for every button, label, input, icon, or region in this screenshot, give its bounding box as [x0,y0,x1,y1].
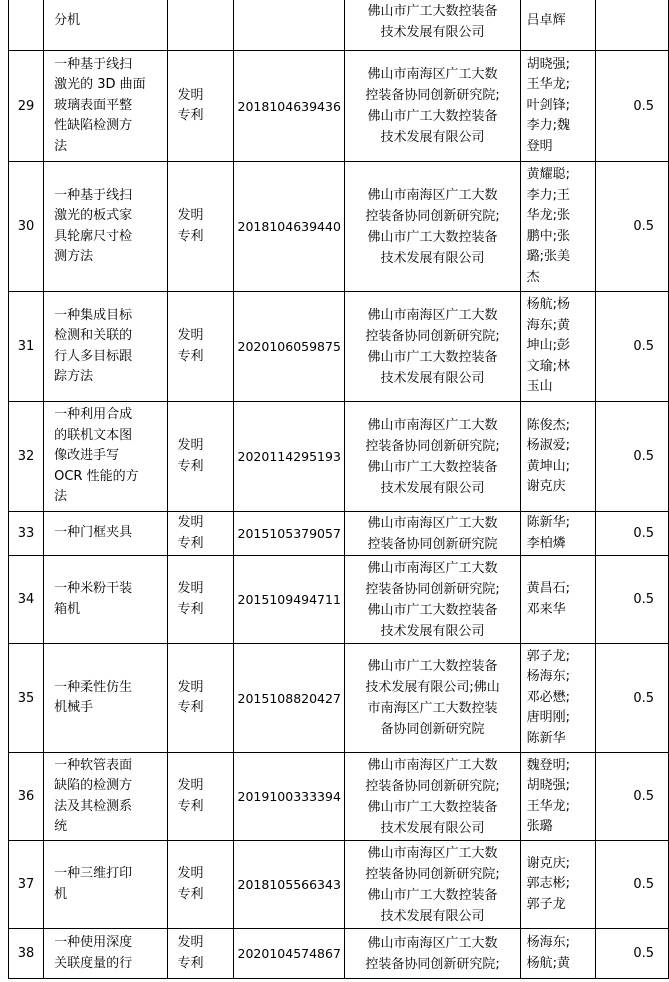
cell-line: 黄坤山; [526,458,571,474]
patent-number-cell: 2015108820427 [234,644,345,753]
patent-number-cell: 2015109494711 [234,556,345,644]
cell-line: 胡晓强; [526,56,571,72]
cell-line: 叶剑锋; [526,97,571,113]
patent-owners-cell [345,929,520,979]
patent-name-cell [44,929,167,979]
cell-line: 唐明刚; [526,710,571,726]
cell-line: 佛山市广工大数控装备 [367,349,498,365]
cell-line: 一种使用深度 [54,935,133,950]
patent-name-cell [44,512,167,556]
row-number-cell: 31 [9,292,44,402]
cell-line: 邓来华 [526,601,566,617]
share-ratio-cell: 0.5 [596,292,669,402]
share-ratio-cell: 0.5 [596,929,669,979]
cell-line: 发明 [177,935,204,950]
cell-line: 控装备协同创新研究院; [365,581,500,597]
cell-line: 控装备协同创新研究院 [367,536,498,552]
patent-type-cell [167,162,234,292]
inventors-cell [520,929,595,979]
inventors-cell [520,556,595,644]
patent-name-cell [44,162,167,292]
cell-line: 一种门框夹具 [54,525,133,541]
cell-line: 佛山市广工大数控装备 [367,659,498,674]
table-row [9,292,669,402]
cell-line: 一种集成目标 [54,307,133,323]
cell-line: 控装备协同创新研究院; [365,866,500,882]
cell-line: 专利 [177,108,204,123]
cell-line: 文瑜;林 [526,358,571,374]
share-ratio-cell [596,0,669,51]
cell-line: 陈新华; [526,515,571,530]
patent-number-cell: 2020106059875 [234,292,345,402]
patent-name-cell [44,402,167,512]
cell-line: 李柏燐 [526,535,566,551]
patent-owners-cell [345,644,520,753]
cell-line: 的联机文本图 [54,427,133,443]
cell-line: 发明 [177,87,204,103]
inventors-cell [520,0,595,51]
patent-owners-cell [345,51,520,162]
row-number-cell: 29 [9,51,44,162]
cell-line: 缺陷的检测方 [54,778,133,793]
cell-line: 发明 [177,581,204,596]
row-number-cell: 32 [9,402,44,512]
table-row [9,512,669,556]
patent-name-cell [44,51,167,162]
cell-line: 统 [54,819,68,834]
cell-line: 箱机 [54,601,81,617]
cell-line: 一种基于线扫 [54,56,133,72]
cell-line: 陈新华 [526,730,566,746]
patent-owners-cell [345,841,520,929]
cell-line: 一种利用合成 [54,407,133,423]
cell-line: 控装备协同创新研究院; [365,956,500,972]
cell-line: 技术发展有限公司 [380,250,485,266]
cell-line: 郭志彬; [526,876,571,892]
cell-line: 发明 [177,208,204,223]
patent-type-cell [167,644,234,753]
patent-type-cell [167,753,234,841]
cell-line: 技术发展有限公司 [380,623,485,639]
cell-line: 技术发展有限公司 [380,24,485,40]
cell-line: 坤山;彭 [526,338,571,354]
patent-owners-cell [345,162,520,292]
patent-name-cell [44,0,167,51]
cell-line: 郭子龙 [526,896,566,912]
table-row [9,753,669,841]
patent-number-cell: 2020104574867 [234,929,345,979]
patent-type-cell [167,841,234,929]
patent-type-cell [167,292,234,402]
cell-line: 发明 [177,328,204,343]
share-ratio-cell: 0.5 [596,644,669,753]
cell-line: OCR 性能的方 [54,468,139,484]
cell-line: 专利 [177,228,204,244]
cell-line: 王华龙; [526,77,571,93]
cell-line: 陈俊杰; [526,417,571,433]
cell-line: 专利 [177,955,204,971]
cell-line: 李力;魏 [526,118,571,134]
patent-type-cell [167,51,234,162]
cell-line: 黄耀聪; [526,167,571,182]
cell-line: 一种软管表面 [54,757,133,773]
cell-line: 佛山市南海区广工大数 [367,417,498,433]
inventors-cell [520,512,595,556]
cell-line: 控装备协同创新研究院; [365,778,500,794]
patent-type-cell [167,0,234,51]
inventors-cell [520,644,595,753]
table-row [9,0,669,51]
row-number-cell: 36 [9,753,44,841]
row-number-cell: 38 [9,929,44,979]
table-row [9,556,669,644]
inventors-cell [520,402,595,512]
cell-line: 法 [54,138,68,154]
inventors-cell [520,51,595,162]
patent-number-cell [234,0,345,51]
cell-line: 机 [54,886,68,902]
cell-line: 鹏中;张 [526,228,571,244]
inventors-cell [520,841,595,929]
cell-line: 技术发展有限公司 [380,370,485,386]
cell-line: 佛山市南海区广工大数 [367,935,498,951]
row-number-cell: 37 [9,841,44,929]
patent-name-cell [44,841,167,929]
patent-name-cell [44,292,167,402]
cell-line: 佛山市广工大数控装备 [367,602,498,618]
cell-line: 佛山市广工大数控装备 [367,799,498,815]
cell-line: 黄昌石; [526,581,571,596]
cell-line: 璐;张美 [526,249,571,264]
cell-line: 杨航;黄 [526,955,571,971]
patent-table-body [9,0,669,979]
table-row [9,841,669,929]
patent-type-cell [167,556,234,644]
cell-line: 张璐 [526,819,553,834]
cell-line: 测方法 [54,249,94,264]
cell-line: 吕卓辉 [526,13,566,29]
table-row [9,644,669,753]
cell-line: 杰 [526,269,540,285]
cell-line: 海东;黄 [526,317,571,333]
cell-line: 杨海东; [526,935,571,950]
cell-line: 郭子龙; [526,648,571,664]
cell-line: 激光的 3D 曲面 [54,77,146,93]
cell-line: 佛山市南海区广工大数 [367,187,498,203]
row-number-cell [9,0,44,51]
cell-line: 登明 [526,138,553,154]
patent-table [8,0,669,979]
patent-type-cell [167,402,234,512]
cell-line: 技术发展有限公司 [380,130,485,145]
inventors-cell [520,162,595,292]
cell-line: 一种基于线扫 [54,187,133,203]
cell-line: 市南海区广工大数控装 [367,701,498,716]
cell-line: 性缺陷检测方 [54,118,133,134]
patent-owners-cell [345,512,520,556]
share-ratio-cell: 0.5 [596,841,669,929]
cell-line: 像改进手写 [54,448,120,464]
inventors-cell [520,292,595,402]
patent-name-cell [44,753,167,841]
share-ratio-cell: 0.5 [596,556,669,644]
patent-name-cell [44,556,167,644]
table-row [9,929,669,979]
cell-line: 关联度量的行 [54,955,133,971]
cell-line: 玉山 [526,379,553,395]
patent-owners-cell [345,556,520,644]
cell-line: 专利 [177,700,204,715]
cell-line: 专利 [177,601,204,617]
cell-line: 佛山市广工大数控装备 [367,887,498,903]
share-ratio-cell: 0.5 [596,402,669,512]
cell-line: 杨淑爱; [526,438,571,453]
patent-owners-cell [345,0,520,51]
cell-line: 佛山市广工大数控装备 [367,3,498,19]
cell-line: 发明 [177,679,204,695]
cell-line: 魏登明; [526,757,571,773]
cell-line: 激光的板式家 [54,208,133,223]
cell-line: 专利 [177,886,204,902]
cell-line: 一种三维打印 [54,866,133,881]
cell-line: 胡晓强; [526,778,571,793]
patent-name-cell [44,644,167,753]
patent-type-cell [167,929,234,979]
share-ratio-cell: 0.5 [596,162,669,292]
cell-line: 杨航;杨 [526,297,571,313]
cell-line: 佛山市南海区广工大数 [367,845,498,861]
cell-line: 发明 [177,515,204,530]
cell-line: 具轮廓尺寸检 [54,228,133,244]
cell-line: 杨海东; [526,669,571,685]
cell-line: 控装备协同创新研究院; [365,438,500,454]
cell-line: 技术发展有限公司;佛山 [365,680,500,695]
patent-number-cell: 2018104639436 [234,51,345,162]
cell-line: 技术发展有限公司 [380,820,485,836]
cell-line: 机械手 [54,700,94,715]
patent-number-cell: 2018105566343 [234,841,345,929]
patent-number-cell: 2018104639440 [234,162,345,292]
cell-line: 分机 [54,13,81,29]
cell-line: 佛山市广工大数控装备 [367,459,498,475]
cell-line: 佛山市广工大数控装备 [367,229,498,245]
patent-type-cell [167,512,234,556]
cell-line: 踪方法 [54,369,94,384]
cell-line: 华龙;张 [526,208,571,223]
cell-line: 佛山市南海区广工大数 [367,307,498,323]
cell-line: 李力;王 [526,187,571,203]
share-ratio-cell: 0.5 [596,51,669,162]
cell-line: 发明 [177,778,204,793]
patent-number-cell: 2020114295193 [234,402,345,512]
cell-line: 谢克庆; [526,855,571,871]
patent-owners-cell [345,753,520,841]
cell-line: 发明 [177,866,204,881]
cell-line: 控装备协同创新研究院; [365,88,500,103]
cell-line: 一种柔性仿生 [54,679,133,695]
patent-number-cell: 2019100333394 [234,753,345,841]
cell-line: 玻璃表面平整 [54,97,133,113]
table-row [9,51,669,162]
cell-line: 佛山市南海区广工大数 [367,757,498,773]
patent-owners-cell [345,292,520,402]
patent-owners-cell [345,402,520,512]
inventors-cell [520,753,595,841]
cell-line: 专利 [177,798,204,814]
cell-line: 一种米粉干装 [54,581,133,596]
cell-line: 行人多目标跟 [54,348,133,364]
cell-line: 邓必懋; [526,689,571,705]
cell-line: 备协同创新研究院 [380,722,485,737]
cell-line: 专利 [177,535,204,551]
cell-line: 技术发展有限公司 [380,908,485,924]
cell-line: 法 [54,489,68,505]
table-row [9,162,669,292]
row-number-cell: 30 [9,162,44,292]
cell-line: 佛山市广工大数控装备 [367,109,498,124]
share-ratio-cell: 0.5 [596,512,669,556]
cell-line: 谢克庆 [526,479,566,494]
row-number-cell: 35 [9,644,44,753]
patent-number-cell: 2015105379057 [234,512,345,556]
cell-line: 专利 [177,348,204,364]
share-ratio-cell: 0.5 [596,753,669,841]
cell-line: 发明 [177,438,204,453]
row-number-cell: 34 [9,556,44,644]
cell-line: 佛山市南海区广工大数 [367,560,498,576]
cell-line: 王华龙; [526,798,571,814]
row-number-cell: 33 [9,512,44,556]
cell-line: 控装备协同创新研究院; [365,208,500,224]
cell-line: 法及其检测系 [54,798,133,814]
cell-line: 检测和关联的 [54,328,133,343]
table-row [9,402,669,512]
cell-line: 专利 [177,458,204,474]
cell-line: 控装备协同创新研究院; [365,328,500,344]
cell-line: 佛山市南海区广工大数 [367,515,498,531]
cell-line: 技术发展有限公司 [380,480,485,496]
cell-line: 佛山市南海区广工大数 [367,67,498,82]
